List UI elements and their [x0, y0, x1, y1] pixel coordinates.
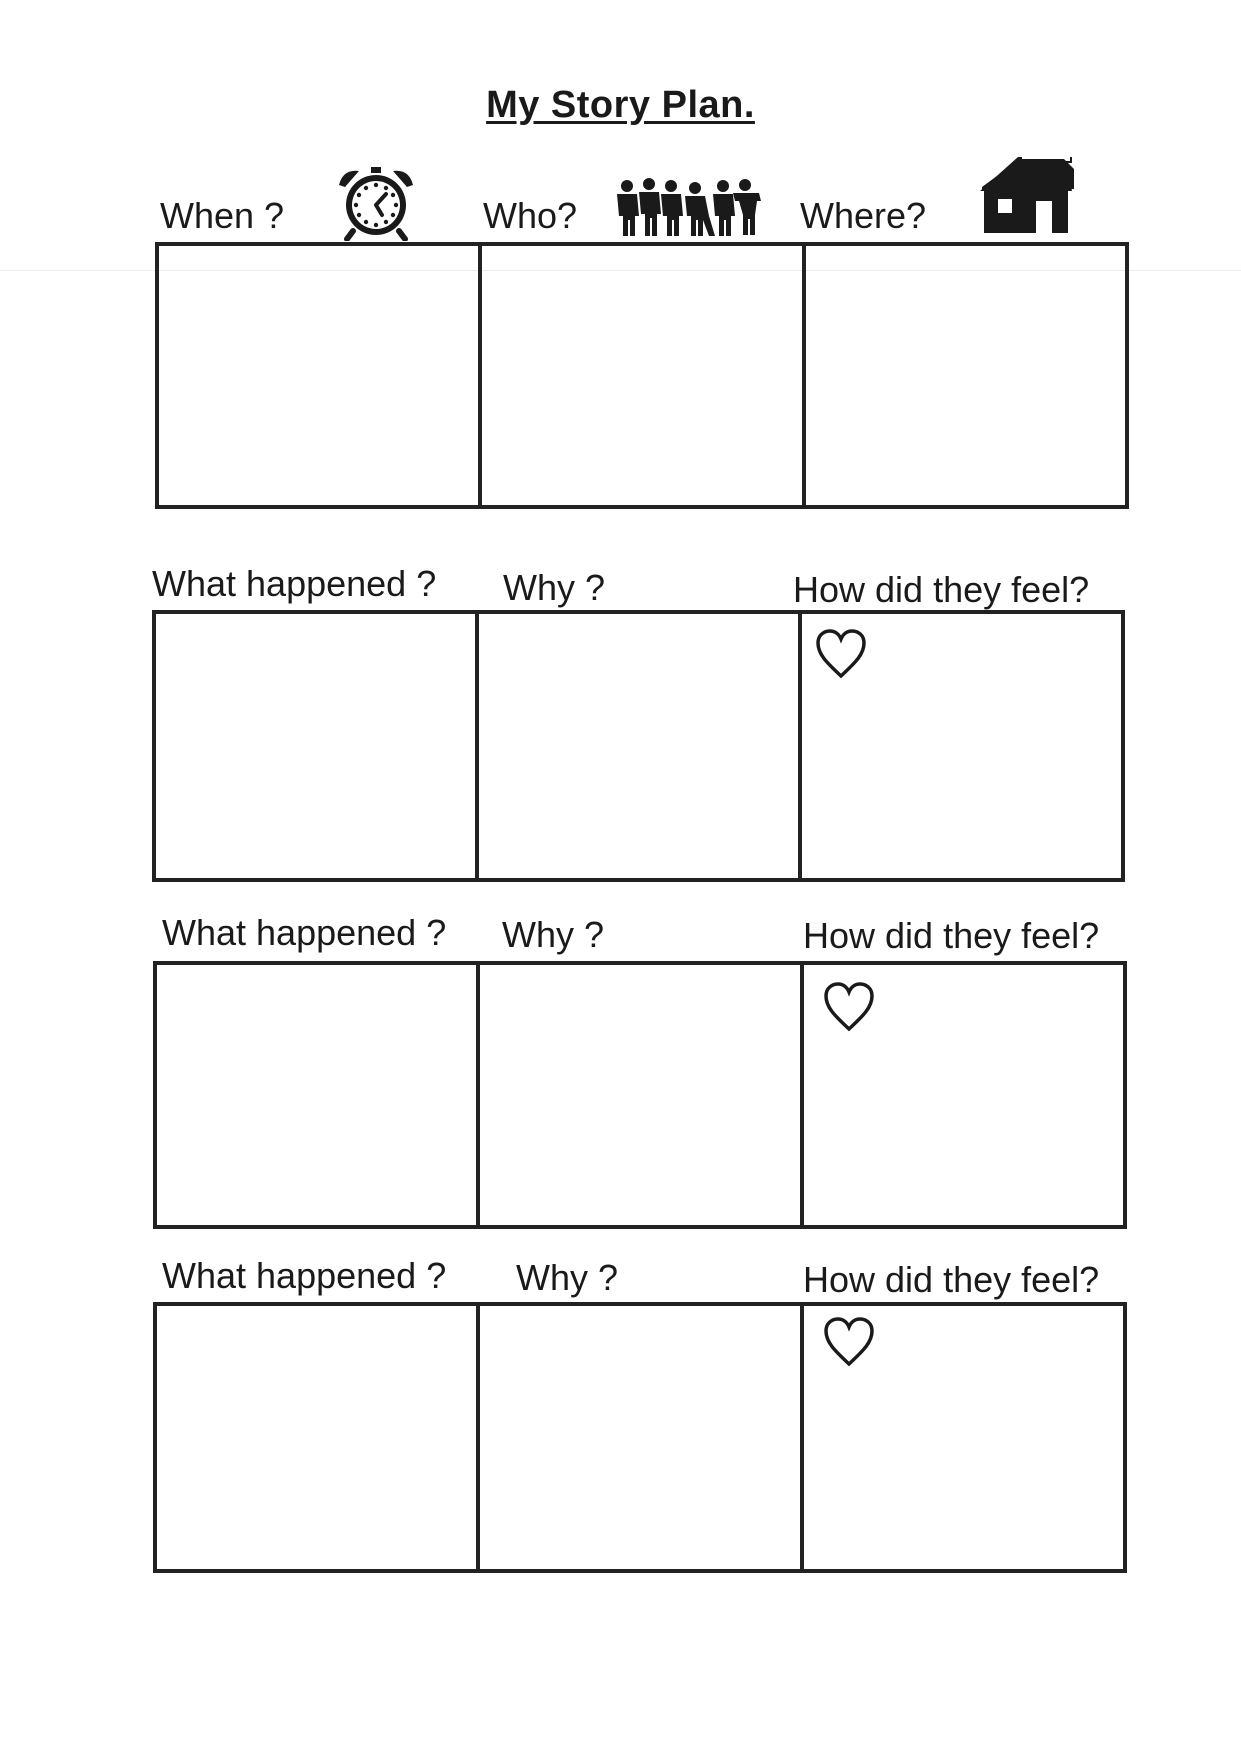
heart-icon: [814, 628, 868, 680]
top-row-grid: [155, 242, 1129, 509]
story-row-grid-3: [153, 1302, 1127, 1573]
story-row-grid-1: [152, 610, 1125, 882]
feel-box-1[interactable]: [802, 614, 1121, 878]
when-box[interactable]: [159, 246, 482, 505]
heart-icon: [822, 1316, 876, 1368]
why-label-2: Why ?: [502, 914, 605, 955]
page-title: My Story Plan.: [486, 84, 755, 126]
why-label-3: Why ?: [516, 1257, 619, 1298]
why-box-3[interactable]: [480, 1306, 803, 1569]
what-happened-label-2: What happened ?: [162, 912, 447, 953]
why-box-2[interactable]: [480, 965, 803, 1225]
feel-label-1: How did they feel?: [793, 569, 1090, 610]
where-box[interactable]: [806, 246, 1125, 505]
feel-box-3[interactable]: [804, 1306, 1123, 1569]
what-happened-box-3[interactable]: [157, 1306, 480, 1569]
who-box[interactable]: [482, 246, 805, 505]
heart-icon: [822, 981, 876, 1033]
who-label: Who?: [483, 195, 578, 236]
people-group-icon: [613, 178, 773, 236]
what-happened-label-1: What happened ?: [152, 563, 437, 604]
feel-label-2: How did they feel?: [803, 915, 1100, 956]
feel-label-3: How did they feel?: [803, 1259, 1100, 1300]
story-row-grid-2: [153, 961, 1127, 1229]
what-happened-label-3: What happened ?: [162, 1255, 447, 1296]
feel-box-2[interactable]: [804, 965, 1123, 1225]
why-label-1: Why ?: [503, 567, 606, 608]
alarm-clock-icon: [335, 165, 417, 241]
where-label: Where?: [800, 195, 927, 236]
house-icon: [978, 155, 1074, 235]
what-happened-box-1[interactable]: [156, 614, 479, 878]
why-box-1[interactable]: [479, 614, 802, 878]
when-label: When ?: [160, 195, 285, 236]
what-happened-box-2[interactable]: [157, 965, 480, 1225]
